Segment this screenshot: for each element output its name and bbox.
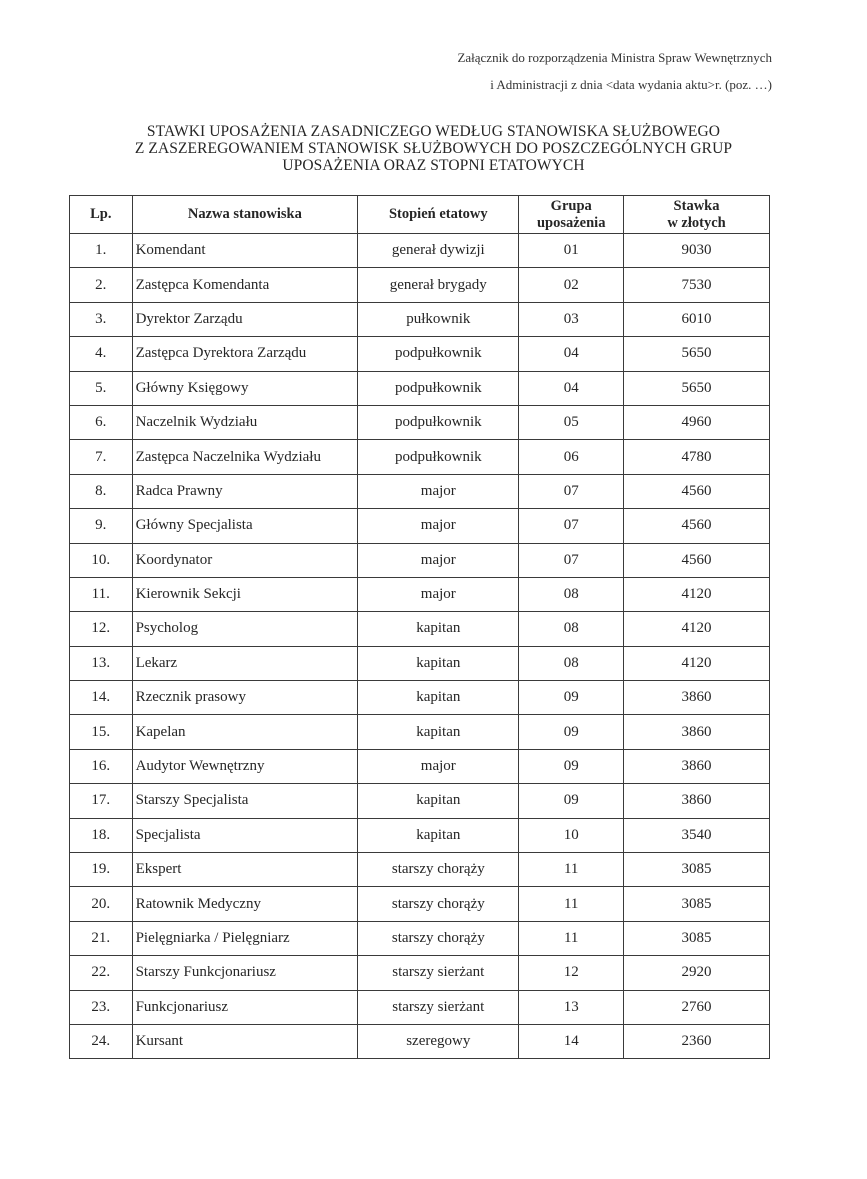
- cell-group: 04: [519, 371, 624, 405]
- column-header-lp: Lp.: [70, 196, 133, 234]
- cell-group: 11: [519, 853, 624, 887]
- cell-group: 06: [519, 440, 624, 474]
- table-row: [70, 302, 770, 336]
- cell-rate: 5650: [624, 371, 770, 405]
- cell-lp: 10.: [70, 543, 133, 577]
- cell-rank: starszy sierżant: [358, 956, 519, 990]
- table-row: [70, 509, 770, 543]
- cell-rate: 3540: [624, 818, 770, 852]
- cell-name: Specjalista: [132, 818, 358, 852]
- table-row: [70, 956, 770, 990]
- table-row: [70, 646, 770, 680]
- cell-group: 08: [519, 646, 624, 680]
- cell-rank: kapitan: [358, 715, 519, 749]
- cell-lp: 24.: [70, 1024, 133, 1058]
- column-header-group-line-1: Grupa: [550, 197, 592, 214]
- cell-name: Starszy Funkcjonariusz: [132, 956, 358, 990]
- column-header-rate-line-1: Stawka: [673, 197, 720, 214]
- title-line-2: Z ZASZEREGOWANIEM STANOWISK SŁUŻBOWYCH DO POSZCZEGÓLNYCH GRUP: [134, 140, 733, 157]
- cell-rank: starszy sierżant: [358, 990, 519, 1024]
- column-header-rate-line-2: w złotych: [667, 214, 726, 231]
- cell-lp: 16.: [70, 749, 133, 783]
- cell-lp: 1.: [70, 234, 133, 268]
- cell-rate: 3085: [624, 921, 770, 955]
- cell-lp: 14.: [70, 681, 133, 715]
- table-row: [70, 440, 770, 474]
- cell-rate: 2920: [624, 956, 770, 990]
- cell-group: 07: [519, 509, 624, 543]
- cell-name: Koordynator: [132, 543, 358, 577]
- column-header-rate: [624, 196, 770, 234]
- cell-name: Zastępca Naczelnika Wydziału: [132, 440, 358, 474]
- cell-lp: 8.: [70, 474, 133, 508]
- cell-name: Kursant: [132, 1024, 358, 1058]
- cell-lp: 15.: [70, 715, 133, 749]
- cell-group: 14: [519, 1024, 624, 1058]
- cell-name: Główny Księgowy: [132, 371, 358, 405]
- cell-name: Psycholog: [132, 612, 358, 646]
- cell-group: 13: [519, 990, 624, 1024]
- cell-rank: major: [358, 543, 519, 577]
- table-row: [70, 612, 770, 646]
- cell-name: Pielęgniarka / Pielęgniarz: [132, 921, 358, 955]
- column-header-name: Nazwa stanowiska: [132, 196, 358, 234]
- cell-rank: szeregowy: [358, 1024, 519, 1058]
- column-header-group-line-2: uposażenia: [536, 214, 606, 231]
- cell-name: Rzecznik prasowy: [132, 681, 358, 715]
- table-row: [70, 921, 770, 955]
- table-row: [70, 784, 770, 818]
- cell-name: Funkcjonariusz: [132, 990, 358, 1024]
- cell-rank: kapitan: [358, 612, 519, 646]
- table-row: [70, 577, 770, 611]
- cell-group: 07: [519, 474, 624, 508]
- cell-group: 10: [519, 818, 624, 852]
- cell-rank: generał dywizji: [358, 234, 519, 268]
- cell-name: Kapelan: [132, 715, 358, 749]
- cell-name: Naczelnik Wydziału: [132, 405, 358, 439]
- cell-lp: 23.: [70, 990, 133, 1024]
- cell-group: 09: [519, 749, 624, 783]
- cell-lp: 5.: [70, 371, 133, 405]
- cell-name: Kierownik Sekcji: [132, 577, 358, 611]
- cell-group: 05: [519, 405, 624, 439]
- document-title: [60, 123, 807, 174]
- cell-lp: 18.: [70, 818, 133, 852]
- cell-rate: 4560: [624, 509, 770, 543]
- cell-rate: 4120: [624, 612, 770, 646]
- table-row: [70, 543, 770, 577]
- cell-group: 09: [519, 715, 624, 749]
- cell-rank: podpułkownik: [358, 337, 519, 371]
- cell-rank: kapitan: [358, 784, 519, 818]
- cell-lp: 13.: [70, 646, 133, 680]
- cell-group: 08: [519, 612, 624, 646]
- cell-rank: podpułkownik: [358, 405, 519, 439]
- cell-rank: podpułkownik: [358, 440, 519, 474]
- column-header-group: [519, 196, 624, 234]
- cell-rank: podpułkownik: [358, 371, 519, 405]
- cell-lp: 6.: [70, 405, 133, 439]
- cell-rate: 4780: [624, 440, 770, 474]
- cell-rank: starszy chorąży: [358, 887, 519, 921]
- cell-lp: 12.: [70, 612, 133, 646]
- cell-rate: 4120: [624, 577, 770, 611]
- cell-lp: 21.: [70, 921, 133, 955]
- table-row: [70, 405, 770, 439]
- cell-name: Zastępca Dyrektora Zarządu: [132, 337, 358, 371]
- table-header-row: [70, 196, 770, 234]
- cell-rank: starszy chorąży: [358, 921, 519, 955]
- cell-rank: kapitan: [358, 646, 519, 680]
- cell-rate: 9030: [624, 234, 770, 268]
- cell-rate: 3085: [624, 887, 770, 921]
- cell-rate: 4560: [624, 474, 770, 508]
- cell-rate: 3860: [624, 784, 770, 818]
- attachment-note: [0, 44, 772, 98]
- cell-rate: 4560: [624, 543, 770, 577]
- table-row: [70, 268, 770, 302]
- cell-lp: 19.: [70, 853, 133, 887]
- table-row: [70, 234, 770, 268]
- cell-rate: 7530: [624, 268, 770, 302]
- cell-lp: 7.: [70, 440, 133, 474]
- salary-rates-table: [69, 195, 770, 1059]
- cell-lp: 9.: [70, 509, 133, 543]
- cell-group: 03: [519, 302, 624, 336]
- cell-name: Ratownik Medyczny: [132, 887, 358, 921]
- cell-name: Dyrektor Zarządu: [132, 302, 358, 336]
- cell-group: 12: [519, 956, 624, 990]
- cell-name: Zastępca Komendanta: [132, 268, 358, 302]
- cell-rate: 5650: [624, 337, 770, 371]
- cell-lp: 17.: [70, 784, 133, 818]
- cell-rate: 3085: [624, 853, 770, 887]
- cell-name: Starszy Specjalista: [132, 784, 358, 818]
- cell-rank: major: [358, 577, 519, 611]
- cell-lp: 11.: [70, 577, 133, 611]
- cell-group: 04: [519, 337, 624, 371]
- cell-rate: 3860: [624, 681, 770, 715]
- table-row: [70, 337, 770, 371]
- table-row: [70, 1024, 770, 1058]
- cell-group: 09: [519, 784, 624, 818]
- cell-lp: 3.: [70, 302, 133, 336]
- cell-name: Radca Prawny: [132, 474, 358, 508]
- cell-group: 11: [519, 887, 624, 921]
- cell-rank: major: [358, 749, 519, 783]
- cell-rate: 3860: [624, 749, 770, 783]
- cell-name: Ekspert: [132, 853, 358, 887]
- cell-group: 07: [519, 543, 624, 577]
- cell-rank: pułkownik: [358, 302, 519, 336]
- title-line-3: UPOSAŻENIA ORAZ STOPNI ETATOWYCH: [282, 157, 585, 174]
- cell-lp: 20.: [70, 887, 133, 921]
- cell-rate: 2760: [624, 990, 770, 1024]
- cell-group: 01: [519, 234, 624, 268]
- cell-name: Komendant: [132, 234, 358, 268]
- cell-name: Lekarz: [132, 646, 358, 680]
- cell-rank: major: [358, 474, 519, 508]
- cell-rank: starszy chorąży: [358, 853, 519, 887]
- cell-lp: 22.: [70, 956, 133, 990]
- cell-rank: major: [358, 509, 519, 543]
- cell-name: Główny Specjalista: [132, 509, 358, 543]
- table-row: [70, 371, 770, 405]
- cell-group: 08: [519, 577, 624, 611]
- title-line-1: STAWKI UPOSAŻENIA ZASADNICZEGO WEDŁUG STANOWISKA SŁUŻBOWEGO: [146, 123, 721, 140]
- cell-rank: kapitan: [358, 818, 519, 852]
- cell-rate: 2360: [624, 1024, 770, 1058]
- cell-rate: 6010: [624, 302, 770, 336]
- table-row: [70, 715, 770, 749]
- attachment-line-2: i Administracji z dnia <data wydania aktu>r. (poz. …): [490, 77, 772, 92]
- table-row: [70, 749, 770, 783]
- cell-rank: generał brygady: [358, 268, 519, 302]
- cell-lp: 4.: [70, 337, 133, 371]
- cell-group: 11: [519, 921, 624, 955]
- table-row: [70, 474, 770, 508]
- cell-name: Audytor Wewnętrzny: [132, 749, 358, 783]
- cell-group: 09: [519, 681, 624, 715]
- table-row: [70, 853, 770, 887]
- table-row: [70, 990, 770, 1024]
- table-row: [70, 887, 770, 921]
- cell-group: 02: [519, 268, 624, 302]
- cell-lp: 2.: [70, 268, 133, 302]
- column-header-rank: Stopień etatowy: [358, 196, 519, 234]
- cell-rate: 4960: [624, 405, 770, 439]
- cell-rate: 4120: [624, 646, 770, 680]
- table-row: [70, 818, 770, 852]
- table-row: [70, 681, 770, 715]
- attachment-line-1: Załącznik do rozporządzenia Ministra Spraw Wewnętrznych: [457, 50, 772, 65]
- cell-rate: 3860: [624, 715, 770, 749]
- cell-rank: kapitan: [358, 681, 519, 715]
